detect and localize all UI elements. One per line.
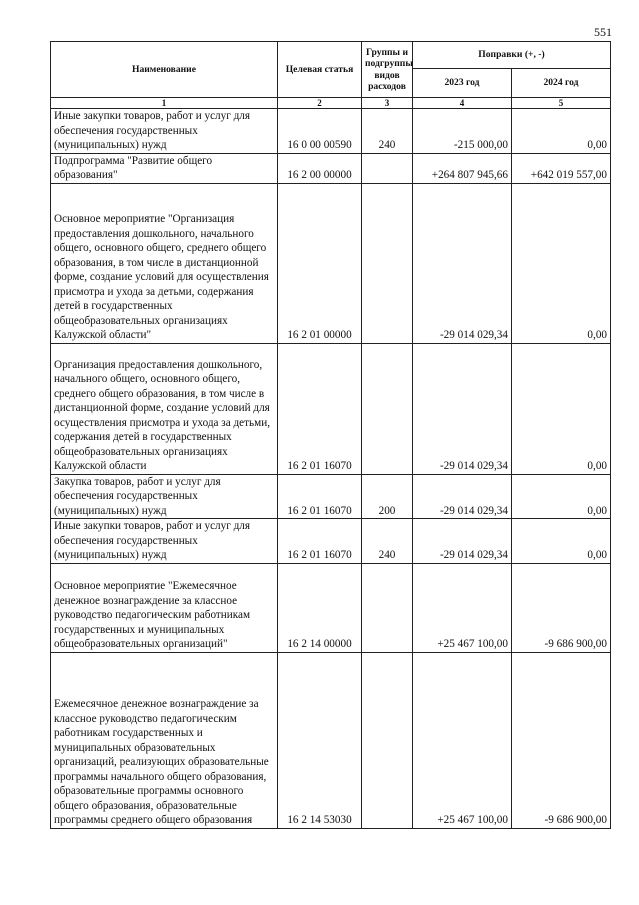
row-name: Ежемесячное денежное вознаграждение за классное руководство педагогическим работникам государственных и муниципальных образовательных организаций, реализующих образовательные программы начального общего образования, образовательные программы основного общего образования, образовательные программы среднего общего образования (51, 652, 278, 828)
row-amount-2023: +25 467 100,00 (413, 652, 512, 828)
row-amount-2023: -29 014 029,34 (413, 519, 512, 564)
header-year-2023: 2023 год (413, 69, 512, 98)
row-name: Иные закупки товаров, работ и услуг для обеспечения государственных (муниципальных) нужд (51, 519, 278, 564)
table-row (51, 519, 611, 564)
row-name: Закупка товаров, работ и услуг для обеспечения государственных (муниципальных) нужд (51, 474, 278, 519)
column-number: 1 (51, 98, 278, 109)
header-groups: Группы и подгруппы видов расходов (362, 42, 413, 98)
column-number: 4 (413, 98, 512, 109)
row-amount-2024: 0,00 (512, 109, 611, 154)
row-article: 16 2 01 16070 (278, 519, 362, 564)
row-group: 240 (362, 109, 413, 154)
row-group (362, 183, 413, 343)
row-amount-2024: -9 686 900,00 (512, 563, 611, 652)
row-amount-2023: -29 014 029,34 (413, 343, 512, 474)
column-number: 2 (278, 98, 362, 109)
row-amount-2023: -215 000,00 (413, 109, 512, 154)
row-amount-2023: -29 014 029,34 (413, 474, 512, 519)
row-group: 240 (362, 519, 413, 564)
header-name: Наименование (51, 42, 278, 98)
row-article: 16 2 14 53030 (278, 652, 362, 828)
row-group: 200 (362, 474, 413, 519)
row-article: 16 2 01 16070 (278, 343, 362, 474)
row-group (362, 563, 413, 652)
header-row (51, 42, 611, 69)
row-name: Организация предоставления дошкольного, начального общего, основного общего, среднего общего образования, в том числе в дистанционной форме, создание условий для осуществления присмотра и ухода за детьми, содержания детей в государственных общеобразовательных организациях Калужской области (51, 343, 278, 474)
table-row (51, 183, 611, 343)
table-row (51, 153, 611, 183)
row-article: 16 2 00 00000 (278, 153, 362, 183)
row-article: 16 2 14 00000 (278, 563, 362, 652)
header-amendments: Поправки (+, -) (413, 42, 611, 69)
column-number: 3 (362, 98, 413, 109)
row-group (362, 652, 413, 828)
row-name: Основное мероприятие "Ежемесячное денежное вознаграждение за классное руководство педагогическим работникам государственных и муниципальных общеобразовательных организаций" (51, 563, 278, 652)
row-name: Подпрограмма "Развитие общего образования" (51, 153, 278, 183)
row-name: Иные закупки товаров, работ и услуг для обеспечения государственных (муниципальных) нужд (51, 109, 278, 154)
table-row (51, 343, 611, 474)
row-amount-2024: +642 019 557,00 (512, 153, 611, 183)
table-row (51, 652, 611, 828)
table-row (51, 109, 611, 154)
header-article: Целевая статья (278, 42, 362, 98)
table-row (51, 563, 611, 652)
row-amount-2023: +25 467 100,00 (413, 563, 512, 652)
row-amount-2024: 0,00 (512, 474, 611, 519)
row-name: Основное мероприятие "Организация предоставления дошкольного, начального общего, основного общего, среднего общего образования, в том числе в дистанционной форме, создание условий для осуществления присмотра и ухода за детьми, содержания детей в государственных общеобразовательных организациях Калужской области" (51, 183, 278, 343)
row-article: 16 2 01 16070 (278, 474, 362, 519)
row-amount-2024: 0,00 (512, 519, 611, 564)
row-amount-2024: -9 686 900,00 (512, 652, 611, 828)
row-amount-2023: -29 014 029,34 (413, 183, 512, 343)
row-group (362, 343, 413, 474)
table-row (51, 474, 611, 519)
column-number: 5 (512, 98, 611, 109)
row-amount-2023: +264 807 945,66 (413, 153, 512, 183)
page-number: 551 (594, 25, 612, 39)
row-article: 16 0 00 00590 (278, 109, 362, 154)
budget-amendments-table (50, 41, 611, 829)
column-numbers-row (51, 98, 611, 109)
row-group (362, 153, 413, 183)
row-amount-2024: 0,00 (512, 343, 611, 474)
header-year-2024: 2024 год (512, 69, 611, 98)
row-article: 16 2 01 00000 (278, 183, 362, 343)
row-amount-2024: 0,00 (512, 183, 611, 343)
